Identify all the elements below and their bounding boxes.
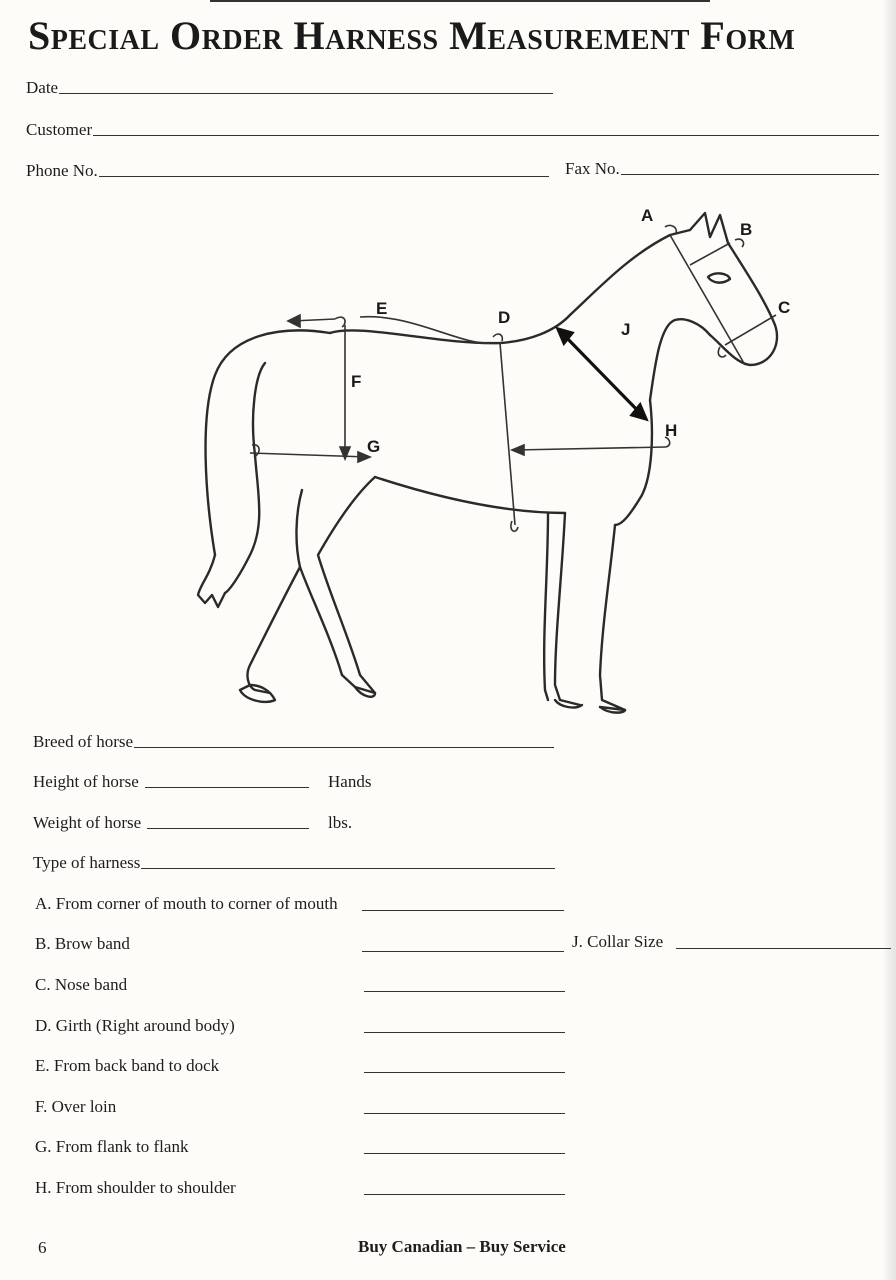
measurement-g-line[interactable] (364, 1153, 565, 1154)
weight-label: Weight of horse (33, 813, 142, 832)
horse-measurement-diagram (170, 195, 810, 725)
height-field[interactable] (33, 772, 309, 792)
measurement-d-line[interactable] (364, 1032, 565, 1033)
breed-field[interactable] (33, 732, 554, 752)
measurement-f-label: F. Over loin (35, 1097, 117, 1116)
breed-label: Breed of horse (33, 732, 134, 751)
measurement-e-line[interactable] (364, 1072, 565, 1073)
fax-line[interactable] (621, 174, 879, 175)
breed-line[interactable] (134, 747, 554, 748)
label-b: B (740, 220, 753, 239)
page-edge-shadow (882, 0, 896, 1280)
label-f: F (351, 372, 362, 391)
collar-size-label: J. Collar Size (572, 932, 664, 951)
collar-arrow (558, 329, 646, 419)
measurement-a-label: A. From corner of mouth to corner of mouth (35, 894, 338, 913)
measurement-c-label: C. Nose band (35, 975, 128, 994)
fax-label: Fax No. (565, 159, 620, 178)
label-a: A (641, 206, 654, 225)
label-h: H (665, 421, 678, 440)
label-d: D (498, 308, 511, 327)
horse-outline (198, 213, 777, 713)
harness-type-label: Type of harness (33, 853, 141, 872)
date-line[interactable] (59, 93, 553, 94)
measurement-e-label: E. From back band to dock (35, 1056, 220, 1075)
measurement-d-label: D. Girth (Right around body) (35, 1016, 235, 1035)
phone-field[interactable] (26, 161, 549, 181)
weight-field[interactable] (33, 813, 309, 833)
customer-line[interactable] (93, 135, 879, 136)
measurement-h-label: H. From shoulder to shoulder (35, 1178, 236, 1197)
harness-type-field[interactable] (33, 853, 555, 873)
label-e: E (376, 299, 388, 318)
date-field[interactable] (26, 78, 553, 98)
footer-slogan: Buy Canadian – Buy Service (358, 1237, 566, 1256)
phone-line[interactable] (99, 176, 549, 177)
harness-type-line[interactable] (141, 868, 555, 869)
arrowheads (288, 315, 524, 462)
height-unit: Hands (328, 772, 372, 791)
measurement-b-label: B. Brow band (35, 934, 130, 953)
measurement-c-line[interactable] (364, 991, 565, 992)
phone-label: Phone No. (26, 161, 98, 180)
label-j: J (621, 320, 631, 339)
customer-field[interactable] (26, 120, 879, 140)
customer-label: Customer (26, 120, 93, 139)
measurement-guides (250, 225, 776, 531)
weight-line[interactable] (147, 828, 309, 829)
collar-size-line[interactable] (676, 948, 891, 949)
measurement-a-line[interactable] (362, 910, 564, 911)
measurement-g-label: G. From flank to flank (35, 1137, 189, 1156)
page-number: 6 (38, 1238, 47, 1257)
height-label: Height of horse (33, 772, 139, 791)
label-g: G (367, 437, 381, 456)
label-c: C (778, 298, 791, 317)
height-line[interactable] (145, 787, 309, 788)
weight-unit: lbs. (328, 813, 353, 832)
date-label: Date (26, 78, 59, 97)
measurement-b-line[interactable] (362, 951, 564, 952)
form-title: Special Order Harness Measurement Form (28, 13, 796, 58)
top-rule (210, 0, 710, 2)
measurement-h-line[interactable] (364, 1194, 565, 1195)
measurement-f-line[interactable] (364, 1113, 565, 1114)
fax-field[interactable] (565, 159, 879, 179)
